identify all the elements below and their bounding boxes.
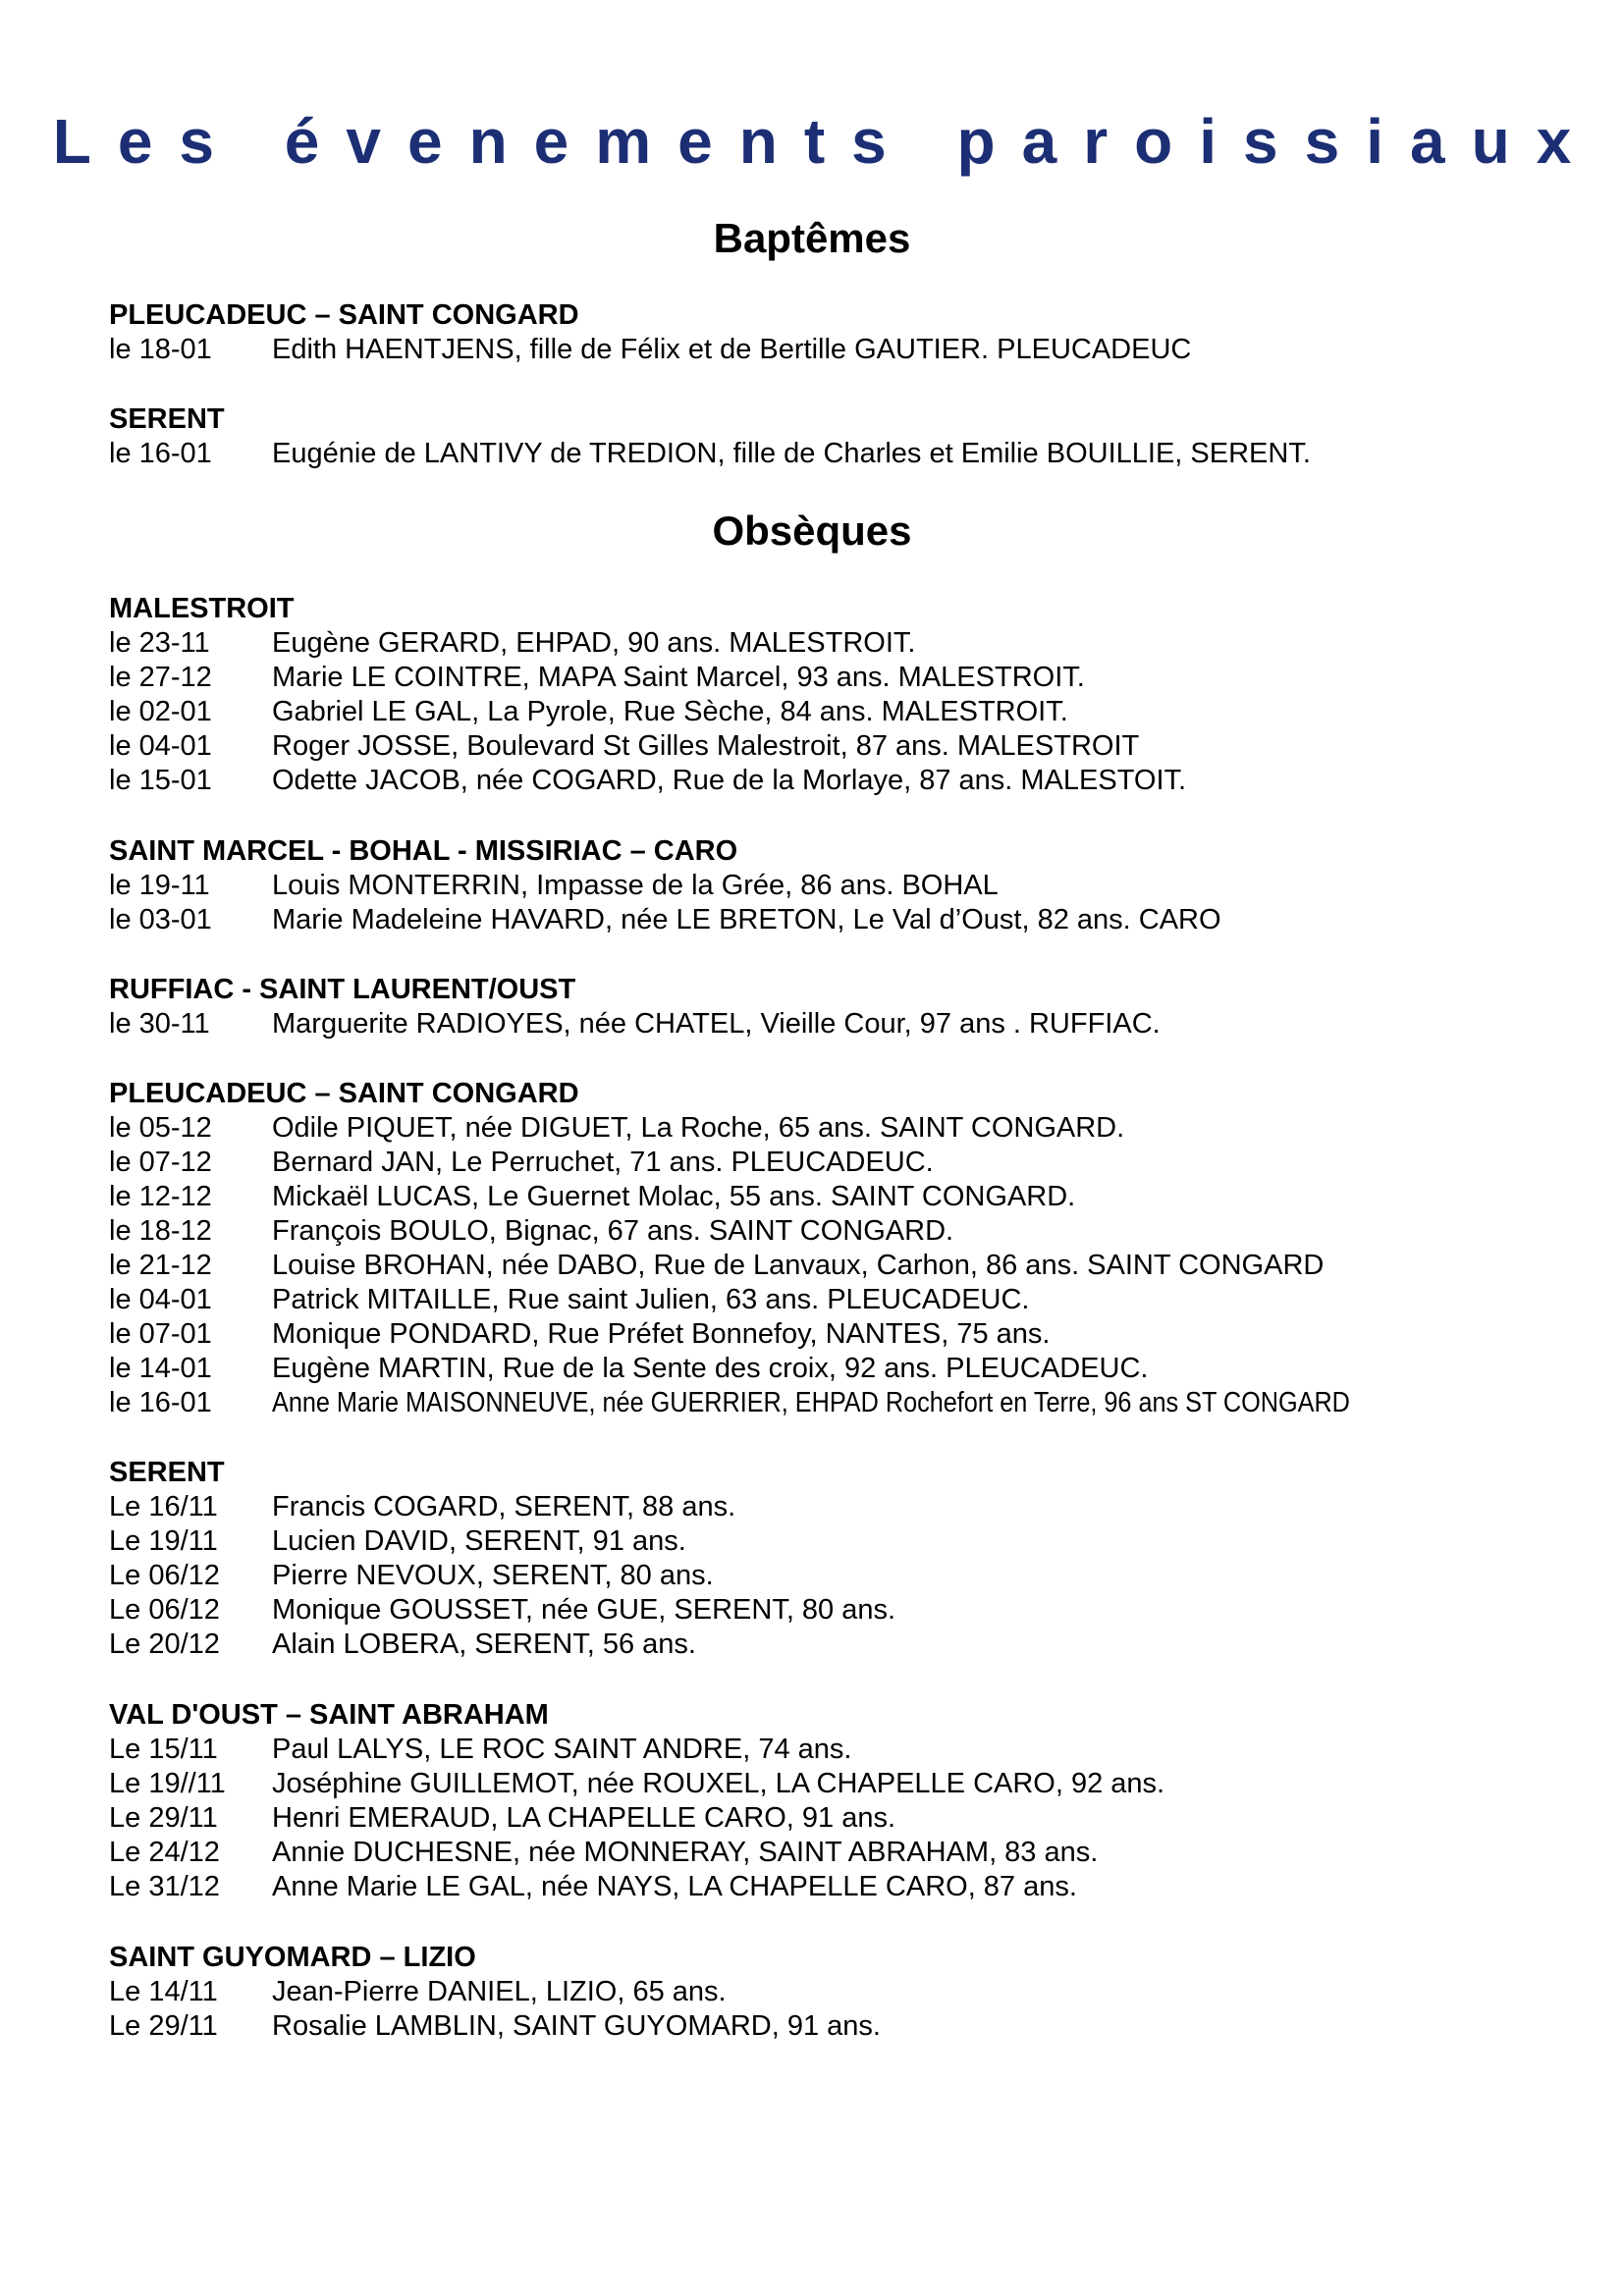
entry-date: le 05-12 xyxy=(109,1112,212,1144)
obseques-group-malestroit xyxy=(109,592,1562,798)
entry-date: le 14-01 xyxy=(109,1353,212,1384)
list-item xyxy=(109,1317,1562,1352)
obseques-group-saint-guyomard xyxy=(109,1941,1562,2044)
entry-date: Le 15/11 xyxy=(109,1734,218,1765)
list-item xyxy=(109,1490,1562,1524)
list-item xyxy=(109,764,1562,798)
list-item xyxy=(109,1733,1562,1767)
list-item xyxy=(109,1180,1562,1214)
entry-text: Eugène MARTIN, Rue de la Sente des croix, 92 ans. PLEUCADEUC. xyxy=(272,1353,1149,1384)
entry-date: le 03-01 xyxy=(109,904,212,935)
entry-text: Edith HAENTJENS, fille de Félix et de Bertille GAUTIER. PLEUCADEUC xyxy=(272,334,1192,365)
entry-text: Paul LALYS, LE ROC SAINT ANDRE, 74 ans. xyxy=(272,1734,852,1765)
group-title: SAINT MARCEL - BOHAL - MISSIRIAC – CARO xyxy=(109,835,738,867)
entry-text: Marie LE COINTRE, MAPA Saint Marcel, 93 ans. MALESTROIT. xyxy=(272,662,1085,693)
list-item xyxy=(109,729,1562,764)
entry-text: Joséphine GUILLEMOT, née ROUXEL, LA CHAPELLE CARO, 92 ans. xyxy=(272,1768,1165,1799)
entry-text: Patrick MITAILLE, Rue saint Julien, 63 ans. PLEUCADEUC. xyxy=(272,1284,1030,1315)
entry-date: le 21-12 xyxy=(109,1250,212,1281)
list-item xyxy=(109,1628,1562,1662)
entry-date: le 16-01 xyxy=(109,1387,212,1418)
obseques-group-serent xyxy=(109,1456,1562,1662)
entry-text: Eugène GERARD, EHPAD, 90 ans. MALESTROIT. xyxy=(272,627,916,659)
list-item xyxy=(109,1283,1562,1317)
entry-date: le 07-12 xyxy=(109,1147,212,1178)
entry-text: Gabriel LE GAL, La Pyrole, Rue Sèche, 84 ans. MALESTROIT. xyxy=(272,696,1068,727)
entry-date: Le 24/12 xyxy=(109,1837,220,1868)
entry-text: Henri EMERAUD, LA CHAPELLE CARO, 91 ans. xyxy=(272,1802,896,1834)
entry-date: Le 14/11 xyxy=(109,1976,218,2007)
group-title: RUFFIAC - SAINT LAURENT/OUST xyxy=(109,974,576,1005)
entry-date: Le 31/12 xyxy=(109,1871,220,1902)
obseques-group-val-d-oust xyxy=(109,1698,1562,1904)
group-title: SERENT xyxy=(109,403,225,435)
list-item xyxy=(109,1111,1562,1146)
obseques-group-saint-marcel xyxy=(109,834,1562,937)
group-title: VAL D'OUST – SAINT ABRAHAM xyxy=(109,1699,549,1731)
entry-text: Anne Marie MAISONNEUVE, née GUERRIER, EHPAD Rochefort en Terre, 96 ans ST CONGARD xyxy=(272,1387,1350,1418)
entry-text: Rosalie LAMBLIN, SAINT GUYOMARD, 91 ans. xyxy=(272,2010,881,2042)
entry-date: le 23-11 xyxy=(109,627,210,659)
group-title: SAINT GUYOMARD – LIZIO xyxy=(109,1942,476,1973)
obseques-group-pleucadeuc xyxy=(109,1077,1562,1420)
entry-text: Odette JACOB, née COGARD, Rue de la Morlaye, 87 ans. MALESTOIT. xyxy=(272,765,1187,796)
entry-date: le 04-01 xyxy=(109,730,212,762)
entry-text: Eugénie de LANTIVY de TREDION, fille de Charles et Emilie BOUILLIE, SERENT. xyxy=(272,438,1311,469)
list-item xyxy=(109,1870,1562,1904)
entry-text: Francis COGARD, SERENT, 88 ans. xyxy=(272,1491,736,1522)
list-item xyxy=(109,1559,1562,1593)
list-item xyxy=(109,1249,1562,1283)
section-heading-obseques: Obsèques xyxy=(712,507,912,554)
entry-text: Marie Madeleine HAVARD, née LE BRETON, Le Val d’Oust, 82 ans. CARO xyxy=(272,904,1221,935)
entry-date: le 19-11 xyxy=(109,870,210,901)
entry-text: Odile PIQUET, née DIGUET, La Roche, 65 ans. SAINT CONGARD. xyxy=(272,1112,1125,1144)
list-item xyxy=(109,1007,1562,1041)
entry-date: le 27-12 xyxy=(109,662,212,693)
group-title: PLEUCADEUC – SAINT CONGARD xyxy=(109,1078,579,1109)
list-item xyxy=(109,1801,1562,1836)
entry-date: le 02-01 xyxy=(109,696,212,727)
list-item xyxy=(109,2009,1562,2044)
entry-text: Roger JOSSE, Boulevard St Gilles Malestroit, 87 ans. MALESTROIT xyxy=(272,730,1140,762)
entry-text: Pierre NEVOUX, SERENT, 80 ans. xyxy=(272,1560,714,1591)
list-item xyxy=(109,1524,1562,1559)
entry-date: Le 16/11 xyxy=(109,1491,218,1522)
obseques-group-ruffiac xyxy=(109,973,1562,1041)
list-item xyxy=(109,333,1562,367)
list-item xyxy=(109,903,1562,937)
entry-date: le 16-01 xyxy=(109,438,212,469)
list-item xyxy=(109,1593,1562,1628)
entry-date: le 18-12 xyxy=(109,1215,212,1247)
list-item xyxy=(109,869,1562,903)
list-item xyxy=(109,695,1562,729)
list-item xyxy=(109,1146,1562,1180)
entry-text: Anne Marie LE GAL, née NAYS, LA CHAPELLE CARO, 87 ans. xyxy=(272,1871,1077,1902)
entry-date: le 04-01 xyxy=(109,1284,212,1315)
group-title: MALESTROIT xyxy=(109,593,295,624)
entry-text: Lucien DAVID, SERENT, 91 ans. xyxy=(272,1525,686,1557)
entry-text: Louise BROHAN, née DABO, Rue de Lanvaux, Carhon, 86 ans. SAINT CONGARD xyxy=(272,1250,1325,1281)
list-item xyxy=(109,1767,1562,1801)
list-item xyxy=(109,1352,1562,1386)
entry-date: le 18-01 xyxy=(109,334,212,365)
group-title: PLEUCADEUC – SAINT CONGARD xyxy=(109,299,579,331)
entry-text: Louis MONTERRIN, Impasse de la Grée, 86 ans. BOHAL xyxy=(272,870,999,901)
entry-date: le 30-11 xyxy=(109,1008,210,1040)
list-item xyxy=(109,1386,1562,1420)
entry-text: François BOULO, Bignac, 67 ans. SAINT CONGARD. xyxy=(272,1215,954,1247)
list-item xyxy=(109,626,1562,661)
group-title: SERENT xyxy=(109,1457,225,1488)
section-heading-baptemes: Baptêmes xyxy=(713,215,911,261)
entry-date: Le 19/11 xyxy=(109,1525,218,1557)
entry-text: Monique GOUSSET, née GUE, SERENT, 80 ans. xyxy=(272,1594,896,1626)
list-item xyxy=(109,437,1562,471)
list-item xyxy=(109,1214,1562,1249)
entry-date: Le 29/11 xyxy=(109,2010,218,2042)
entry-text: Bernard JAN, Le Perruchet, 71 ans. PLEUCADEUC. xyxy=(272,1147,934,1178)
list-item xyxy=(109,1836,1562,1870)
entry-text: Alain LOBERA, SERENT, 56 ans. xyxy=(272,1629,696,1660)
entry-text: Marguerite RADIOYES, née CHATEL, Vieille Cour, 97 ans . RUFFIAC. xyxy=(272,1008,1161,1040)
page-title: Les évenements paroissiaux xyxy=(52,106,1598,177)
entry-date: Le 19//11 xyxy=(109,1768,226,1799)
entry-text: Annie DUCHESNE, née MONNERAY, SAINT ABRAHAM, 83 ans. xyxy=(272,1837,1099,1868)
entry-date: le 12-12 xyxy=(109,1181,212,1212)
entry-date: Le 29/11 xyxy=(109,1802,218,1834)
entry-text: Monique PONDARD, Rue Préfet Bonnefoy, NANTES, 75 ans. xyxy=(272,1318,1051,1350)
entry-date: Le 06/12 xyxy=(109,1594,220,1626)
entry-date: le 15-01 xyxy=(109,765,212,796)
entry-date: Le 06/12 xyxy=(109,1560,220,1591)
entry-text: Mickaël LUCAS, Le Guernet Molac, 55 ans. SAINT CONGARD. xyxy=(272,1181,1076,1212)
list-item xyxy=(109,1975,1562,2009)
baptemes-group-serent xyxy=(109,402,1562,471)
entry-date: le 07-01 xyxy=(109,1318,212,1350)
entry-date: Le 20/12 xyxy=(109,1629,220,1660)
baptemes-group-pleucadeuc xyxy=(109,298,1562,367)
list-item xyxy=(109,661,1562,695)
entry-text: Jean-Pierre DANIEL, LIZIO, 65 ans. xyxy=(272,1976,727,2007)
